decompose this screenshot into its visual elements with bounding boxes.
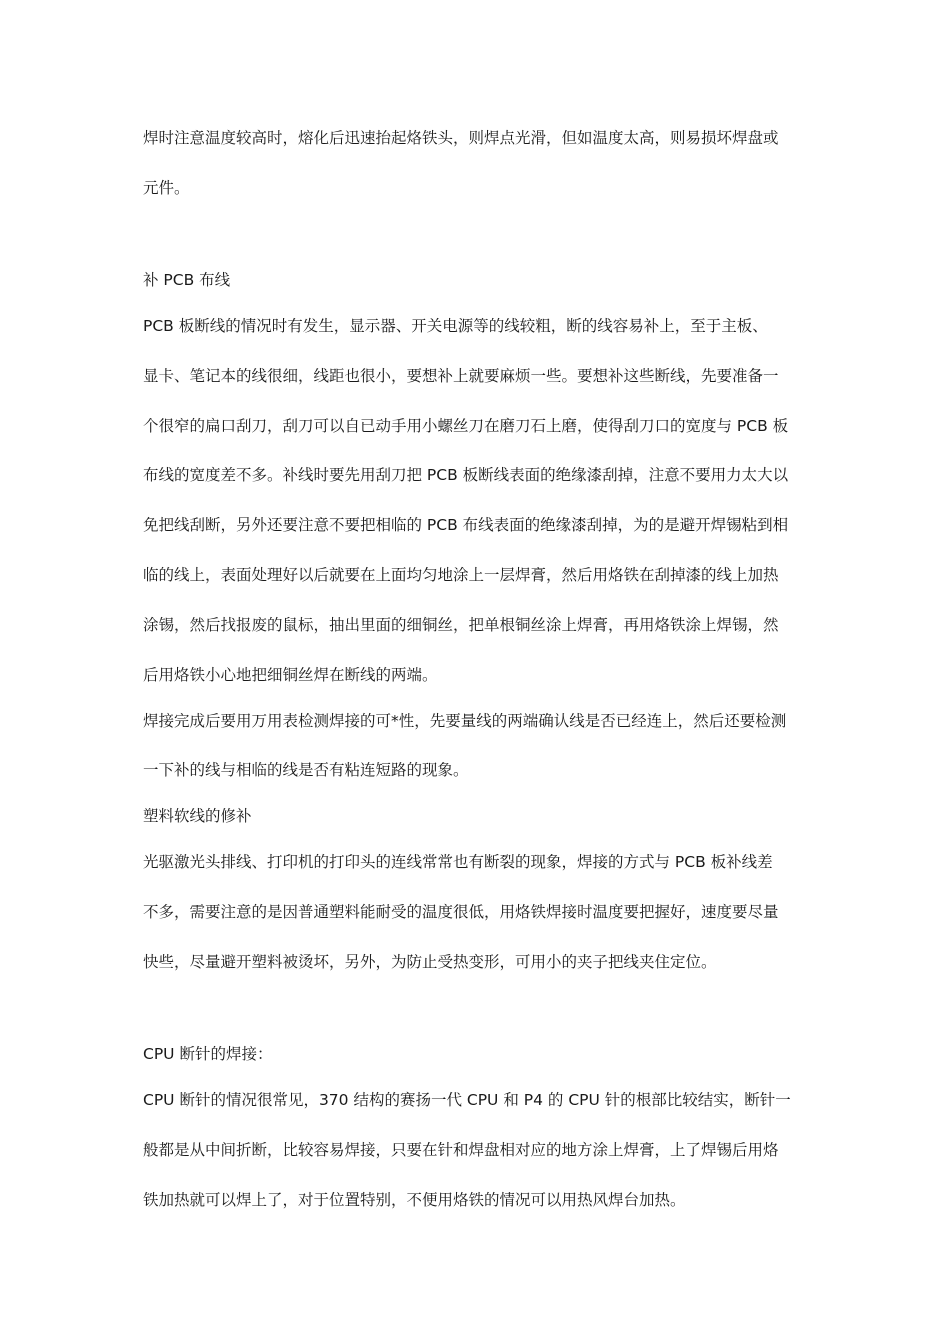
text-line: 元件。 xyxy=(143,179,190,197)
text-line: 一下补的线与相临的线是否有粘连短路的现象。 xyxy=(143,761,469,779)
text-line: 后用烙铁小心地把细铜丝焊在断线的两端。 xyxy=(143,666,438,684)
text-line: 个很窄的扁口刮刀，刮刀可以自已动手用小螺丝刀在磨刀石上磨，使得刮刀口的宽度与 PCB 板 xyxy=(143,417,789,435)
section-heading: 塑料软线的修补 xyxy=(143,807,252,825)
text-line: 光驱激光头排线、打印机的打印头的连线常常也有断裂的现象，焊接的方式与 PCB 板补线差 xyxy=(143,853,773,871)
text-line: 免把线刮断，另外还要注意不要把相临的 PCB 布线表面的绝缘漆刮掉，为的是避开焊锡粘到相 xyxy=(143,516,789,534)
text-line: 焊时注意温度较高时，熔化后迅速抬起烙铁头，则焊点光滑，但如温度太高，则易损坏焊盘或 xyxy=(143,129,779,147)
text-line: PCB 板断线的情况时有发生，显示器、开关电源等的线较粗，断的线容易补上，至于主板、 xyxy=(143,317,768,335)
text-line: 般都是从中间折断，比较容易焊接，只要在针和焊盘相对应的地方涂上焊膏，上了焊锡后用烙 xyxy=(143,1141,779,1159)
text-line: 涂锡，然后找报废的鼠标，抽出里面的细铜丝，把单根铜丝涂上焊膏，再用烙铁涂上焊锡，然 xyxy=(143,616,779,634)
text-line: 铁加热就可以焊上了，对于位置特别，不便用烙铁的情况可以用热风焊台加热。 xyxy=(143,1191,686,1209)
text-line: 显卡、笔记本的线很细，线距也很小，要想补上就要麻烦一些。要想补这些断线，先要准备一 xyxy=(143,367,779,385)
text-line: 焊接完成后要用万用表检测焊接的可*性，先要量线的两端确认线是否已经连上，然后还要检测 xyxy=(143,712,787,730)
text-line: 不多，需要注意的是因普通塑料能耐受的温度很低，用烙铁焊接时温度要把握好，速度要尽量 xyxy=(143,903,779,921)
section-heading: 补 PCB 布线 xyxy=(143,271,231,289)
section-heading: CPU 断针的焊接： xyxy=(143,1045,273,1063)
text-line: 布线的宽度差不多。补线时要先用刮刀把 PCB 板断线表面的绝缘漆刮掉，注意不要用力太大以 xyxy=(143,466,789,484)
text-line: 快些，尽量避开塑料被烫坏，另外，为防止受热变形，可用小的夹子把线夹住定位。 xyxy=(143,953,717,971)
text-line: 临的线上，表面处理好以后就要在上面均匀地涂上一层焊膏，然后用烙铁在刮掉漆的线上加热 xyxy=(143,566,779,584)
text-line: CPU 断针的情况很常见，370 结构的赛扬一代 CPU 和 P4 的 CPU 针的根部比较结实，断针一 xyxy=(143,1091,791,1109)
